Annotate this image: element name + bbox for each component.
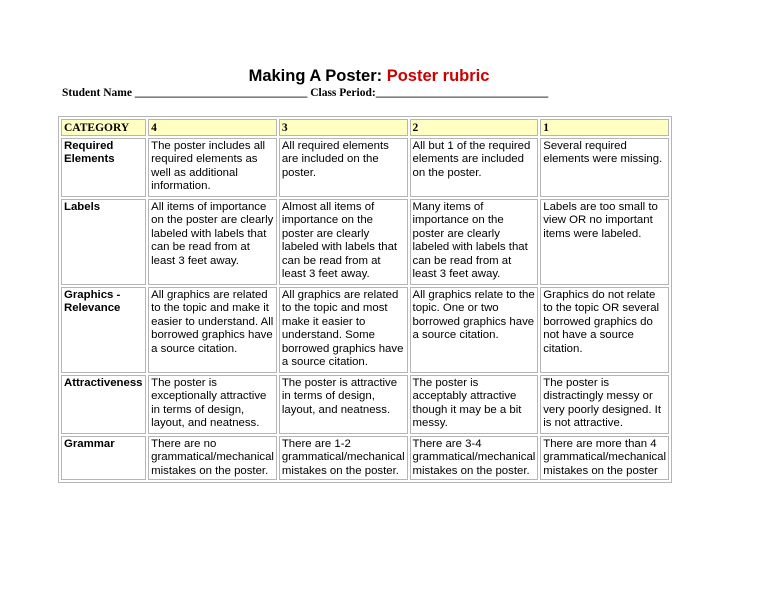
rubric-cell: All but 1 of the required elements are included on the poster. — [410, 138, 539, 197]
header-score-4: 4 — [148, 119, 277, 136]
rubric-cell: Graphics do not relate to the topic OR several borrowed graphics do not have a source citation. — [540, 287, 669, 373]
rubric-cell: There are 1-2 grammatical/mechanical mistakes on the poster. — [279, 436, 408, 480]
category-cell: Labels — [61, 199, 146, 285]
rubric-cell: Many items of importance on the poster are clearly labeled with labels that can be read from at least 3 feet away. — [410, 199, 539, 285]
rubric-cell: Almost all items of importance on the poster are clearly labeled with labels that can be read from at least 3 feet away. — [279, 199, 408, 285]
student-name-class-period-line: Student Name ______________________________ Class Period:______________________________ — [62, 87, 549, 99]
rubric-cell: There are no grammatical/mechanical mistakes on the poster. — [148, 436, 277, 480]
rubric-cell: The poster is exceptionally attractive in terms of design, layout, and neatness. — [148, 375, 277, 434]
rubric-cell: The poster includes all required elements as well as additional information. — [148, 138, 277, 197]
rubric-cell: The poster is distractingly messy or very poorly designed. It is not attractive. — [540, 375, 669, 434]
rubric-cell: The poster is attractive in terms of design, layout, and neatness. — [279, 375, 408, 434]
header-score-1: 1 — [540, 119, 669, 136]
rubric-cell: All graphics are related to the topic and most make it easier to understand. Some borrowed graphics have a source citation. — [279, 287, 408, 373]
category-cell: Grammar — [61, 436, 146, 480]
title-main: Making A Poster: — [248, 67, 387, 85]
header-score-2: 2 — [410, 119, 539, 136]
rubric-cell: All graphics relate to the topic. One or two borrowed graphics have a source citation. — [410, 287, 539, 373]
header-category: CATEGORY — [61, 119, 146, 136]
table-row — [61, 287, 669, 373]
header-score-3: 3 — [279, 119, 408, 136]
category-cell: Required Elements — [61, 138, 146, 197]
rubric-cell: All required elements are included on the poster. — [279, 138, 408, 197]
page-title — [0, 67, 738, 86]
rubric-cell: All items of importance on the poster are clearly labeled with labels that can be read from at least 3 feet away. — [148, 199, 277, 285]
rubric-cell: The poster is acceptably attractive though it may be a bit messy. — [410, 375, 539, 434]
rubric-cell: All graphics are related to the topic and make it easier to understand. All borrowed graphics have a source citation. — [148, 287, 277, 373]
category-cell: Attractiveness — [61, 375, 146, 434]
title-subtitle: Poster rubric — [386, 67, 490, 85]
rubric-cell: Labels are too small to view OR no important items were labeled. — [540, 199, 669, 285]
rubric-cell: There are more than 4 grammatical/mechanical mistakes on the poster — [540, 436, 669, 480]
rubric-cell: There are 3-4 grammatical/mechanical mistakes on the poster. — [410, 436, 539, 480]
table-row — [61, 375, 669, 434]
table-row — [61, 138, 669, 197]
table-row — [61, 199, 669, 285]
rubric-table — [58, 116, 672, 483]
table-header-row — [61, 119, 669, 136]
table-row — [61, 436, 669, 480]
rubric-cell: Several required elements were missing. — [540, 138, 669, 197]
category-cell: Graphics - Relevance — [61, 287, 146, 373]
